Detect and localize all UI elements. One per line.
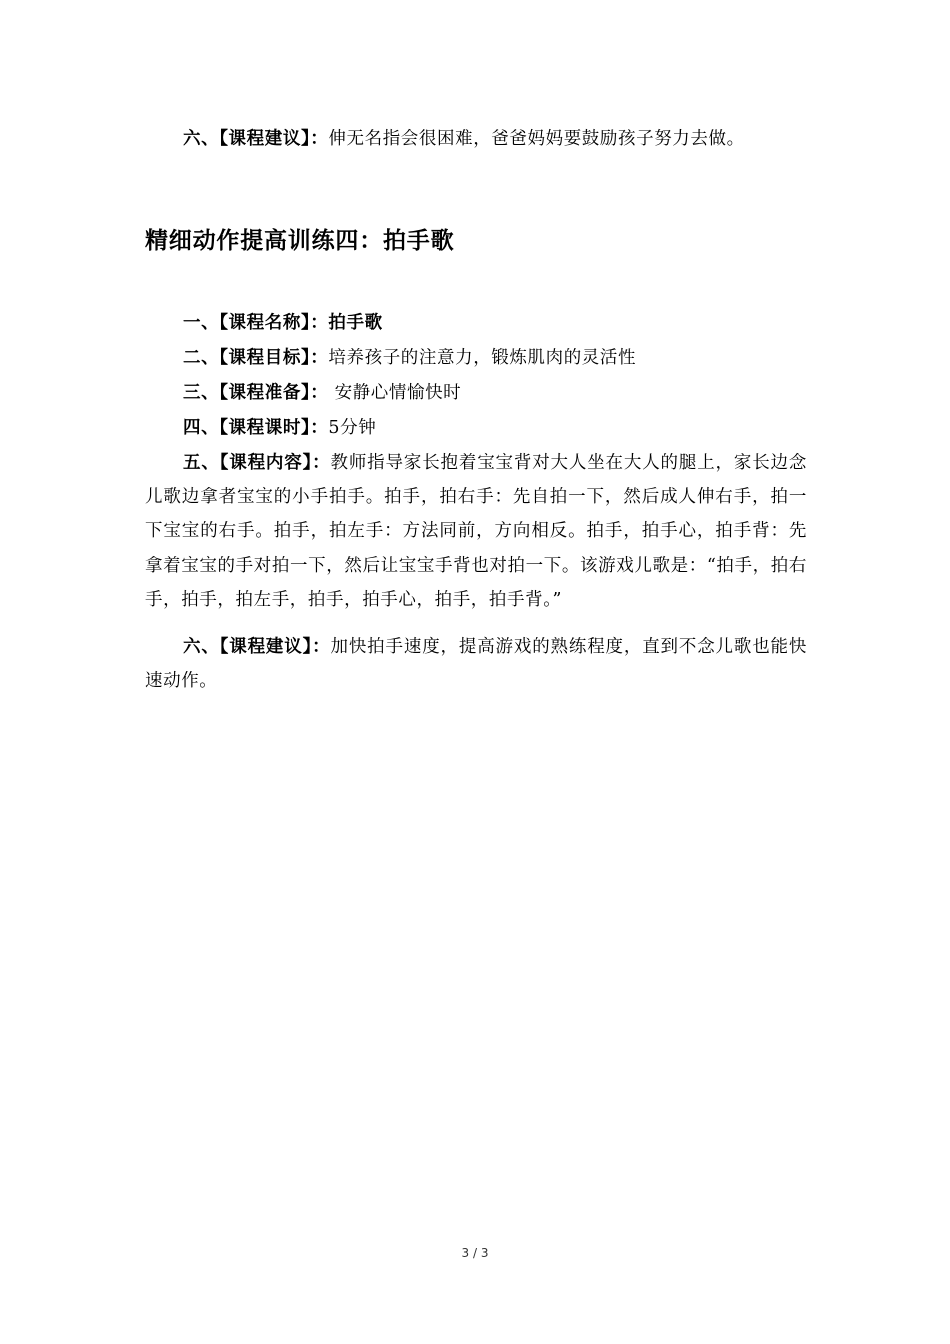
item-text: 加快拍手速度，提高游戏的熟练程度，直到不念儿歌也能快速动作。 <box>145 637 807 692</box>
course-content <box>145 446 807 617</box>
course-suggestion <box>145 630 807 698</box>
prev-course-suggestion <box>145 122 807 156</box>
item-label: 六、【课程建议】： <box>183 129 329 149</box>
item-text: 安静心情愉快时 <box>328 383 462 403</box>
course-preparation <box>145 376 807 410</box>
item-text: 培养孩子的注意力，锻炼肌肉的灵活性 <box>328 348 637 368</box>
item-label: 二、【课程目标】： <box>183 348 329 368</box>
course-goal <box>145 341 807 375</box>
course-duration <box>145 411 807 445</box>
course-name <box>145 306 807 340</box>
item-text: 拍手歌 <box>328 313 383 333</box>
section-title: 精细动作提高训练四：拍手歌 <box>145 228 455 254</box>
item-label: 四、【课程课时】： <box>183 418 329 438</box>
item-text: 伸无名指会很困难，爸爸妈妈要鼓励孩子努力去做。 <box>328 129 745 149</box>
item-label: 六、【课程建议】： <box>183 637 331 657</box>
item-label: 一、【课程名称】： <box>183 313 329 333</box>
item-label: 三、【课程准备】： <box>183 383 329 403</box>
item-text: 教师指导家长抱着宝宝背对大人坐在大人的腿上，家长边念儿歌边拿者宝宝的小手拍手。拍手，拍右手：先自拍一下，然后成人伸右手，拍一下宝宝的右手。拍手，拍左手：方法同前，方向相反。拍手，拍手心，拍手背：先拿着宝宝的手对拍一下，然后让宝宝手背也对拍一下。该游戏儿歌是：“拍手，拍右手，拍手，拍左手，拍手，拍手心，拍手，拍手背。” <box>145 453 807 610</box>
item-text: 5分钟 <box>328 418 377 438</box>
item-label: 五、【课程内容】： <box>183 453 331 473</box>
page-number: 3 / 3 <box>461 1246 489 1260</box>
